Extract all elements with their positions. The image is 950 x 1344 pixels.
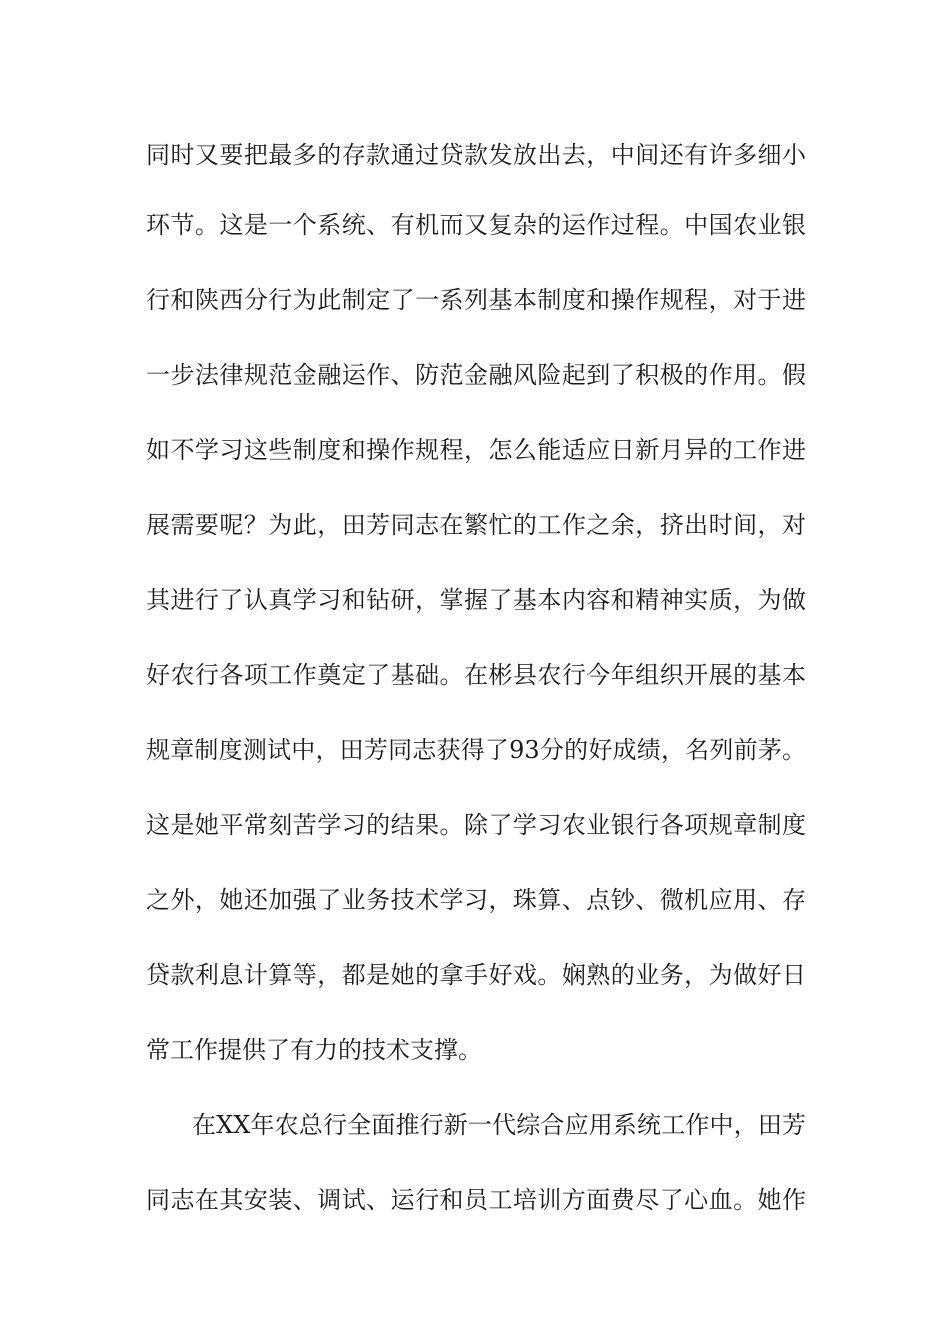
paragraph-line: 一步法律规范金融运作、防范金融风险起到了积极的作用。假 bbox=[146, 361, 806, 389]
paragraph-line: 展需要呢？为此，田芳同志在繁忙的工作之余，挤出时间，对 bbox=[146, 511, 806, 539]
paragraph-line: 在XX年农总行全面推行新一代综合应用系统工作中，田芳 bbox=[192, 1111, 806, 1139]
paragraph-line: 行和陕西分行为此制定了一系列基本制度和操作规程，对于进 bbox=[146, 286, 806, 314]
paragraph-line: 同时又要把最多的存款通过贷款发放出去，中间还有许多细小 bbox=[146, 141, 806, 169]
paragraph-line: 贷款利息计算等，都是她的拿手好戏。娴熟的业务，为做好日 bbox=[146, 961, 806, 989]
paragraph-line: 环节。这是一个系统、有机而又复杂的运作过程。中国农业银 bbox=[146, 211, 806, 239]
paragraph-line: 同志在其安装、调试、运行和员工培训方面费尽了心血。她作 bbox=[146, 1186, 806, 1214]
paragraph-line: 这是她平常刻苦学习的结果。除了学习农业银行各项规章制度 bbox=[146, 811, 806, 839]
paragraph-line: 规章制度测试中，田芳同志获得了93分的好成绩，名列前茅。 bbox=[146, 736, 806, 764]
paragraph-line: 其进行了认真学习和钻研，掌握了基本内容和精神实质，为做 bbox=[146, 586, 806, 614]
paragraph-line: 好农行各项工作奠定了基础。在彬县农行今年组织开展的基本 bbox=[146, 661, 806, 689]
paragraph-line: 如不学习这些制度和操作规程，怎么能适应日新月异的工作进 bbox=[146, 436, 806, 464]
paragraph-line: 常工作提供了有力的技术支撑。 bbox=[146, 1036, 482, 1064]
paragraph-line: 之外，她还加强了业务技术学习，珠算、点钞、微机应用、存 bbox=[146, 886, 806, 914]
